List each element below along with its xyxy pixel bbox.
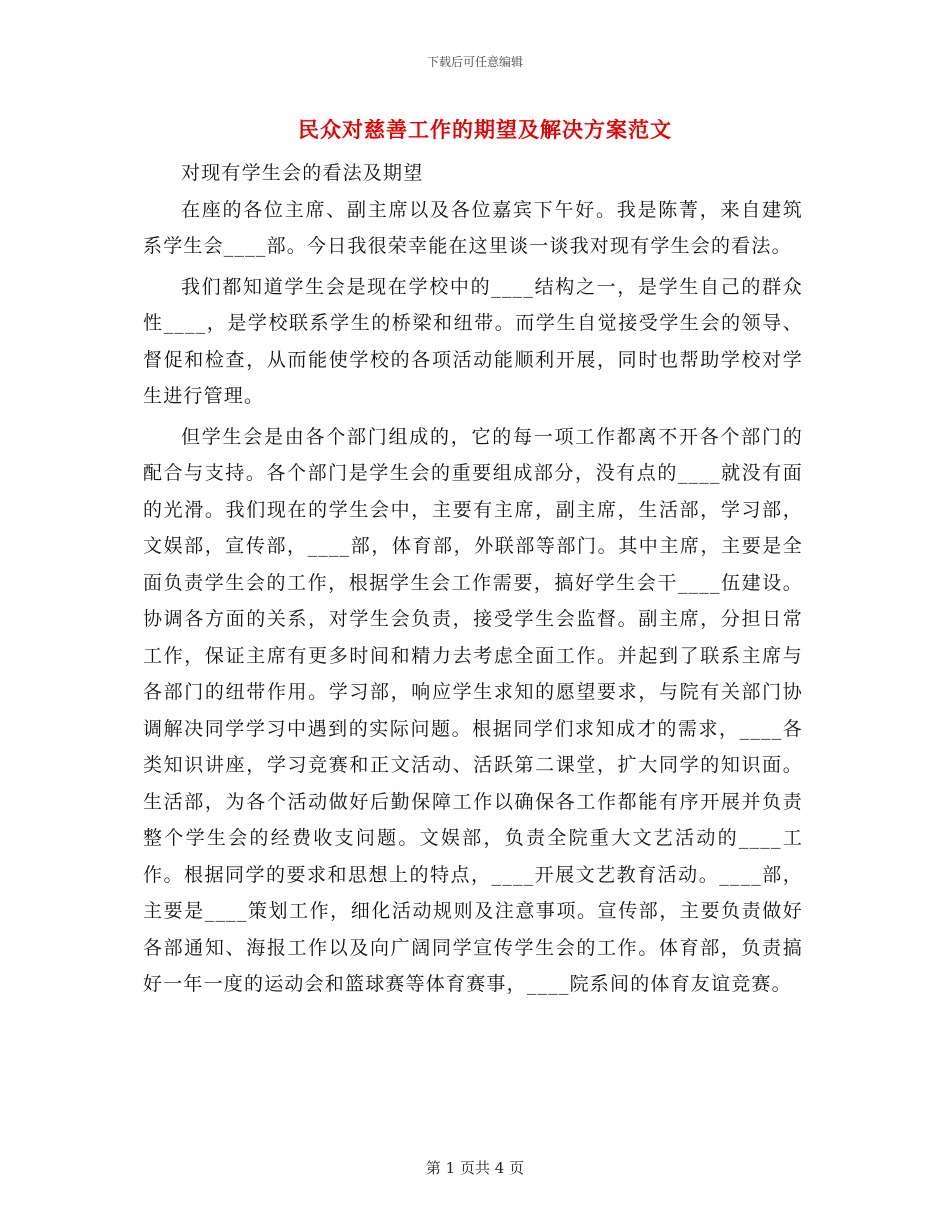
header-note: 下载后可任意编辑 bbox=[426, 55, 523, 69]
page-footer: 第 1 页共 4 页 bbox=[425, 1159, 525, 1177]
document-title: 民众对慈善工作的期望及解决方案范文 bbox=[298, 117, 672, 142]
body-paragraph: 我们都知道学生会是现在学校中的____结构之一，是学生自己的群众性____，是学校联系学生的桥梁和纽带。而学生自觉接受学生会的领导、督促和检查，从而能使学校的各项活动能顺利开展，同时也帮助学校对学生进行管理。 bbox=[143, 275, 803, 407]
document-body bbox=[143, 155, 803, 1003]
subtitle-paragraph: 对现有学生会的看法及期望 bbox=[181, 162, 424, 184]
body-paragraph: 但学生会是由各个部门组成的，它的每一项工作都离不开各个部门的配合与支持。各个部门是学生会的重要组成部分，没有点的____就没有面的光滑。我们现在的学生会中，主要有主席，副主席，生活部，学习部，文娱部，宣传部，____部，体育部，外联部等部门。其中主席，主要是全面负责学生会的工作，根据学生会工作需要，搞好学生会干____伍建设。协调各方面的关系，对学生会负责，接受学生会监督。副主席，分担日常工作，保证主席有更多时间和精力去考虑全面工作。并起到了联系主席与各部门的纽带作用。学习部，响应学生求知的愿望要求，与院有关部门协调解决同学学习中遇到的实际问题。根据同学们求知成才的需求，____各类知识讲座，学习竞赛和正文活动、活跃第二课堂，扩大同学的知识面。生活部，为各个活动做好后勤保障工作以确保各工作都能有序开展并负责整个学生会的经费收支问题。文娱部，负责全院重大文艺活动的____工作。根据同学的要求和思想上的特点，____开展文艺教育活动。____部，主要是____策划工作，细化活动规则及注意事项。宣传部，主要负责做好各部通知、海报工作以及向广阔同学宣传学生会的工作。体育部，负责搞好一年一度的运动会和篮球赛等体育赛事，____院系间的体育友谊竞赛。 bbox=[143, 425, 803, 995]
body-paragraph: 在座的各位主席、副主席以及各位嘉宾下午好。我是陈菁，来自建筑系学生会____部。今日我很荣幸能在这里谈一谈我对现有学生会的看法。 bbox=[143, 198, 803, 257]
